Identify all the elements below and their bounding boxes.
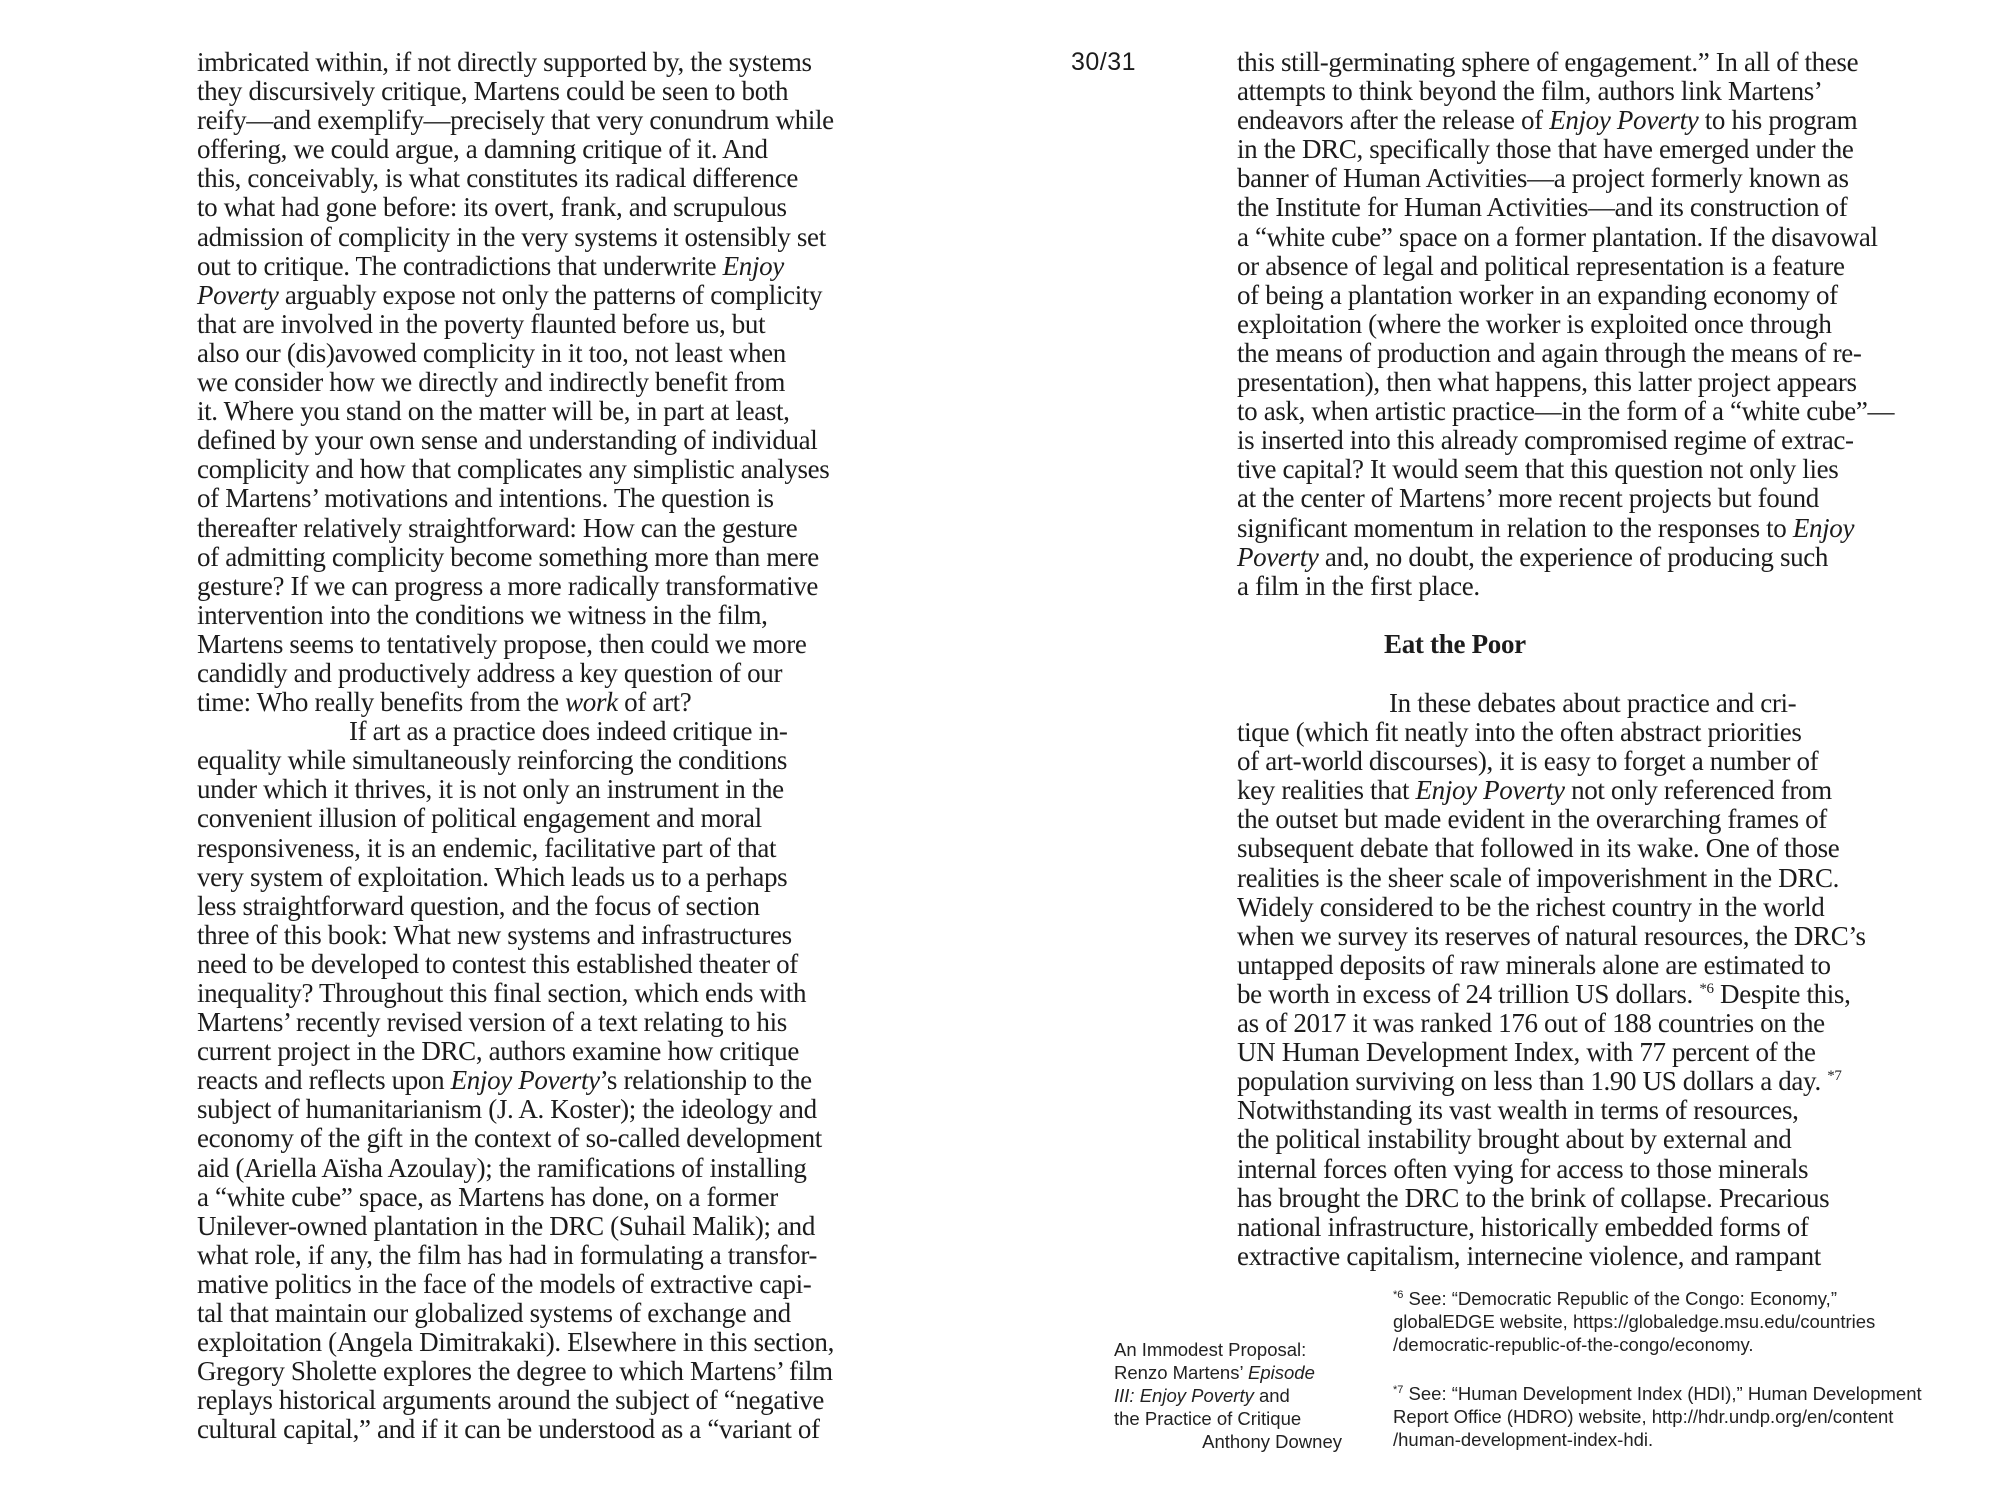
text-run: to ask, when artistic practice—in the form of a “white cube”— [1237, 396, 1895, 427]
section-heading: Eat the Poor [1384, 629, 1526, 659]
text-run: of art-world discourses), it is easy to forget a number of [1237, 746, 1819, 777]
text-run: in the DRC, specifically those that have emerged under the [1237, 134, 1854, 165]
text-line [1237, 252, 1977, 281]
text-run: candidly and productively address a key question of our [197, 657, 783, 688]
text-line [1237, 164, 1977, 193]
text-line [1237, 1242, 1977, 1271]
text-line [197, 1066, 937, 1095]
text-line [1114, 1338, 1342, 1361]
text-run: very system of exploitation. Which leads us to a perhaps [197, 861, 788, 892]
text-run: need to be developed to contest this established theater of [197, 948, 798, 979]
text-run: we consider how we directly and indirectly benefit from [197, 367, 786, 398]
text-line [1237, 1155, 1977, 1184]
text-run: and [1253, 1385, 1290, 1406]
text-line [1237, 543, 1977, 572]
text-run: subsequent debate that followed in its wake. One of those [1237, 833, 1840, 864]
text-line [1237, 135, 1977, 164]
text-line [197, 193, 937, 222]
text-line [1237, 484, 1977, 513]
text-run: reacts and reflects upon [197, 1065, 451, 1096]
text-line [197, 455, 937, 484]
text-run: a “white cube” space on a former plantation. If the disavowal [1237, 221, 1878, 252]
footnote-mark: *7 [1393, 1384, 1404, 1396]
text-run: Despite this, [1713, 978, 1851, 1009]
body-text-right-column-top [1237, 48, 1977, 601]
text-run: intervention into the conditions we witness in the film, [197, 599, 768, 630]
text-line [1237, 572, 1977, 601]
text-run: complicity and how that complicates any simplistic analyses [197, 454, 830, 485]
text-line [197, 1124, 937, 1153]
text-line [1237, 1038, 1977, 1067]
text-run: they discursively critique, Martens could be seen to both [197, 76, 789, 107]
text-line [197, 48, 937, 77]
text-line [197, 892, 937, 921]
text-line [1237, 455, 1977, 484]
text-run: cultural capital,” and if it can be understood as a “variant of [197, 1414, 820, 1445]
text-run: tique (which fit neatly into the often abstract priorities [1237, 717, 1802, 748]
text-run: subject of humanitarianism (J. A. Koster); the ideology and [197, 1094, 817, 1125]
text-run: Notwithstanding its vast wealth in terms of resources, [1237, 1095, 1799, 1126]
text-line [197, 1328, 937, 1357]
text-run: admission of complicity in the very systems it ostensibly set [197, 221, 826, 252]
body-text-left-column [197, 48, 937, 1445]
italic-title: Poverty [197, 279, 279, 310]
text-line [197, 310, 937, 339]
text-line [197, 1008, 937, 1037]
text-line [197, 339, 937, 368]
text-run: of admitting complicity become something more than mere [197, 541, 819, 572]
text-line [1237, 980, 1977, 1009]
text-line [1237, 1067, 1977, 1096]
footnote-line: /human-development-index-hdi. [1393, 1429, 1654, 1450]
text-line [1237, 1009, 1977, 1038]
text-line [1237, 718, 1977, 747]
footnote-line: $^{*7}$ See: “Human Development Index (HDI),” Human Development [1393, 1383, 1922, 1404]
running-footer [1114, 1338, 1342, 1453]
text-line [197, 1270, 937, 1299]
text-run: what role, if any, the film has had in formulating a transfor- [197, 1239, 818, 1270]
text-run: Unilever-owned plantation in the DRC (Suhail Malik); and [197, 1210, 815, 1241]
text-line [197, 601, 937, 630]
italic-title: Enjoy Poverty [450, 1065, 600, 1096]
text-line [197, 223, 937, 252]
text-run: Widely considered to be the richest country in the world [1237, 891, 1825, 922]
text-line [1237, 48, 1977, 77]
text-line [197, 863, 937, 892]
page-number: 30/31 [1071, 48, 1137, 76]
text-run: If art as a practice does indeed critique in- [349, 716, 788, 747]
text-run: the political instability brought about by external and [1237, 1124, 1792, 1155]
text-run: presentation), then what happens, this latter project appears [1237, 367, 1857, 398]
text-run: attempts to think beyond the film, authors link Martens’ [1237, 76, 1823, 107]
italic-title: Enjoy [1792, 512, 1855, 543]
text-run: tive capital? It would seem that this question not only lies [1237, 454, 1839, 485]
text-run: as of 2017 it was ranked 176 out of 188 countries on the [1237, 1008, 1825, 1039]
text-line [1237, 281, 1977, 310]
text-line [1237, 689, 1977, 718]
text-run: of Martens’ motivations and intentions. The question is [197, 483, 774, 514]
text-run: key realities that [1237, 775, 1416, 806]
text-run: Martens’ recently revised version of a text relating to his [197, 1007, 787, 1038]
text-line [197, 1415, 937, 1444]
text-line [1237, 1125, 1977, 1154]
text-run: and, no doubt, the experience of producing such [1318, 541, 1829, 572]
text-line [1114, 1384, 1342, 1407]
text-run: this, conceivably, is what constitutes its radical difference [197, 163, 798, 194]
text-run: or absence of legal and political representation is a feature [1237, 250, 1845, 281]
text-line [197, 1299, 937, 1328]
text-line [1114, 1361, 1342, 1384]
text-line [1237, 747, 1977, 776]
text-line [197, 106, 937, 135]
text-line [197, 1183, 937, 1212]
text-line [197, 1357, 937, 1386]
text-line [197, 1037, 937, 1066]
italic-title: Episode [1248, 1362, 1315, 1383]
text-line [197, 775, 937, 804]
text-line [1237, 951, 1977, 980]
text-run: offering, we could argue, a damning critique of it. And [197, 134, 768, 165]
footnote-6 [1393, 1284, 1993, 1356]
text-line [197, 746, 937, 775]
text-run: banner of Human Activities—a project formerly known as [1237, 163, 1849, 194]
text-run: time: Who really benefits from the [197, 687, 566, 718]
text-line [1237, 864, 1977, 893]
text-line [197, 979, 937, 1008]
italic-title: Enjoy [722, 250, 784, 281]
text-run: is inserted into this already compromised regime of extrac- [1237, 425, 1854, 456]
footnote-line: globalEDGE website, https://globaledge.msu.edu/countries [1393, 1311, 1876, 1332]
text-line [1114, 1407, 1342, 1430]
text-line [197, 1386, 937, 1415]
text-line [197, 135, 937, 164]
text-line [197, 426, 937, 455]
text-run: a film in the first place. [1237, 570, 1480, 601]
text-line [1237, 77, 1977, 106]
text-run: to his program [1698, 105, 1858, 136]
text-run: to what had gone before: its overt, frank, and scrupulous [197, 192, 787, 223]
text-line [197, 397, 937, 426]
text-run: the outset but made evident in the overarching frames of [1237, 804, 1827, 835]
text-run: also our (dis)avowed complicity in it too, not least when [197, 337, 786, 368]
text-run: internal forces often vying for access to those minerals [1237, 1153, 1809, 1184]
text-run: at the center of Martens’ more recent projects but found [1237, 483, 1819, 514]
text-line [1237, 834, 1977, 863]
text-line [1237, 922, 1977, 951]
text-run: under which it thrives, it is not only an instrument in the [197, 774, 784, 805]
text-run: population surviving on less than 1.90 US dollars a day. [1237, 1066, 1828, 1097]
text-run: thereafter relatively straightforward: How can the gesture [197, 512, 798, 543]
text-run: Martens seems to tentatively propose, then could we more [197, 628, 807, 659]
text-line [1237, 1213, 1977, 1242]
text-line [1237, 514, 1977, 543]
text-run: this still-germinating sphere of engagement.” In all of these [1237, 47, 1859, 77]
text-run: tal that maintain our globalized systems of exchange and [197, 1298, 791, 1329]
text-line [1237, 310, 1977, 339]
text-line [197, 1154, 937, 1183]
footnote-line: $^{*6}$ See: “Democratic Republic of the Congo: Economy,” [1393, 1288, 1837, 1309]
text-run: it. Where you stand on the matter will be, in part at least, [197, 396, 790, 427]
text-line [197, 281, 937, 310]
text-line [197, 804, 937, 833]
text-line [1237, 776, 1977, 805]
text-line [1237, 1184, 1977, 1213]
text-line [1237, 223, 1977, 252]
text-run: gesture? If we can progress a more radically transformative [197, 570, 819, 601]
text-line [197, 77, 937, 106]
text-run: national infrastructure, historically embedded forms of [1237, 1211, 1809, 1242]
text-run: current project in the DRC, authors examine how critique [197, 1036, 799, 1067]
text-run: An Immodest Proposal: [1114, 1339, 1307, 1360]
text-line [197, 252, 937, 281]
text-run: defined by your own sense and understanding of individual [197, 425, 818, 456]
footnote-7 [1393, 1379, 1993, 1451]
text-run: equality while simultaneously reinforcing the conditions [197, 745, 788, 776]
text-run: of art? [617, 687, 692, 718]
text-run: convenient illusion of political engagement and moral [197, 803, 762, 834]
text-line [197, 368, 937, 397]
text-run: Renzo Martens’ [1114, 1362, 1249, 1383]
footnote-reference: *7 [1827, 1068, 1842, 1085]
text-line [197, 921, 937, 950]
footnotes [1393, 1284, 1993, 1474]
footnote-line: /democratic-republic-of-the-congo/economy. [1393, 1334, 1754, 1355]
text-run: significant momentum in relation to the responses to [1237, 512, 1793, 543]
text-run: three of this book: What new systems and infrastructures [197, 919, 792, 950]
text-run: UN Human Development Index, with 77 percent of the [1237, 1037, 1816, 1068]
italic-title: Enjoy Poverty [1549, 105, 1699, 136]
text-line [1237, 1096, 1977, 1125]
text-line [197, 1212, 937, 1241]
text-line [197, 630, 937, 659]
text-run: economy of the gift in the context of so-called development [197, 1123, 822, 1154]
text-line [197, 572, 937, 601]
text-line [1237, 426, 1977, 455]
text-run: that are involved in the poverty flaunted before us, but [197, 308, 766, 339]
text-run: out to critique. The contradictions that underwrite [197, 250, 723, 281]
text-run: a “white cube” space, as Martens has done, on a former [197, 1181, 778, 1212]
text-run: the Practice of Critique [1114, 1408, 1302, 1429]
text-line [1237, 193, 1977, 222]
text-run: of being a plantation worker in an expanding economy of [1237, 279, 1838, 310]
text-line [197, 1241, 937, 1270]
text-line [1237, 368, 1977, 397]
text-run: arguably expose not only the patterns of complicity [278, 279, 823, 310]
text-run: realities is the sheer scale of impoverishment in the DRC. [1237, 862, 1840, 893]
text-run: when we survey its reserves of natural resources, the DRC’s [1237, 920, 1866, 951]
text-run: not only referenced from [1564, 775, 1832, 806]
text-run: untapped deposits of raw minerals alone are estimated to [1237, 949, 1831, 980]
text-run: endeavors after the release of [1237, 105, 1550, 136]
text-line [1237, 893, 1977, 922]
text-line [1237, 339, 1977, 368]
text-line [197, 950, 937, 979]
text-run: imbricated within, if not directly supported by, the systems [197, 47, 812, 77]
text-run: reify—and exemplify—precisely that very conundrum while [197, 105, 834, 136]
text-run: aid (Ariella Aïsha Azoulay); the ramifications of installing [197, 1152, 807, 1183]
text-run: exploitation (Angela Dimitrakaki). Elsewhere in this section, [197, 1327, 834, 1358]
text-run: exploitation (where the worker is exploited once through [1237, 308, 1832, 339]
footnote-mark: *6 [1393, 1289, 1404, 1301]
text-line [197, 659, 937, 688]
text-line [1237, 397, 1977, 426]
text-run: less straightforward question, and the focus of section [197, 890, 760, 921]
text-line [197, 688, 937, 717]
text-run: be worth in excess of 24 trillion US dollars. [1237, 978, 1700, 1009]
footnote-reference: *6 [1699, 980, 1714, 997]
text-run: the Institute for Human Activities—and its construction of [1237, 192, 1848, 223]
text-line [197, 1095, 937, 1124]
text-line [1237, 106, 1977, 135]
text-run: the means of production and again through the means of re- [1237, 337, 1862, 368]
italic-title: work [565, 687, 618, 718]
text-line [1237, 805, 1977, 834]
text-line [197, 484, 937, 513]
running-footer-author: Anthony Downey [1202, 1431, 1342, 1452]
italic-title: Enjoy Poverty [1415, 775, 1565, 806]
text-line [197, 514, 937, 543]
text-run: mative politics in the face of the models of extractive capi- [197, 1268, 812, 1299]
text-run: ’s relationship to the [599, 1065, 812, 1096]
text-run: inequality? Throughout this final section, which ends with [197, 978, 807, 1008]
text-line [197, 543, 937, 572]
text-run: extractive capitalism, internecine violence, and rampant [1237, 1240, 1821, 1271]
footnote-line: Report Office (HDRO) website, http://hdr.undp.org/en/content [1393, 1406, 1894, 1427]
text-run: Gregory Sholette explores the degree to which Martens’ film [197, 1356, 833, 1387]
text-line [197, 834, 937, 863]
italic-title: III: Enjoy Poverty [1114, 1385, 1254, 1406]
body-text-right-column-bottom [1237, 689, 1977, 1271]
text-line [197, 717, 937, 746]
running-footer-title [1114, 1338, 1342, 1430]
text-run: responsiveness, it is an endemic, facilitative part of that [197, 832, 777, 863]
italic-title: Poverty [1237, 541, 1319, 572]
text-line [197, 164, 937, 193]
text-run: replays historical arguments around the subject of “negative [197, 1385, 825, 1416]
text-run: In these debates about practice and cri- [1389, 688, 1797, 718]
text-run: has brought the DRC to the brink of collapse. Precarious [1237, 1182, 1830, 1213]
